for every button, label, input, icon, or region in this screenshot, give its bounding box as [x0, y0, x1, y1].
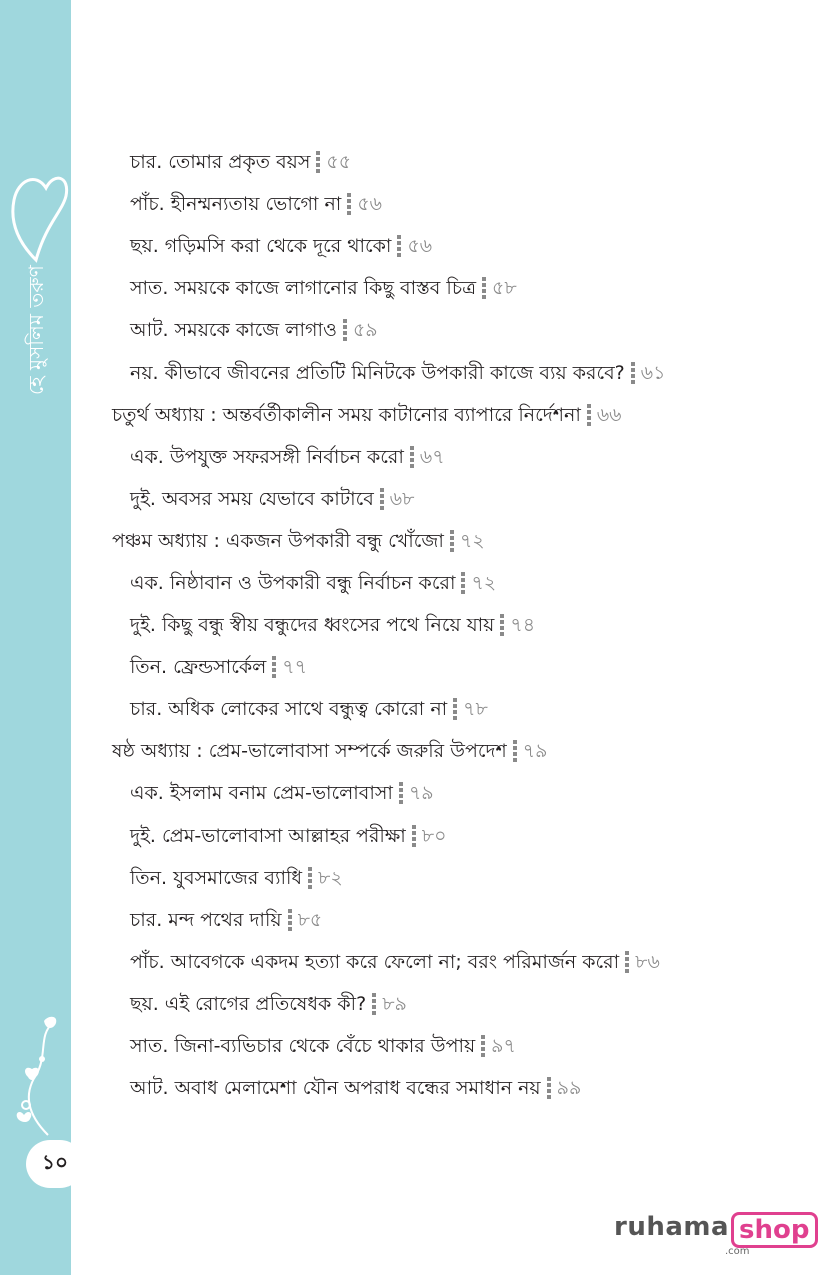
toc-entry [130, 485, 414, 513]
heart-outline-icon [6, 150, 70, 270]
dotted-separator-icon [625, 951, 629, 973]
toc-entry [130, 653, 307, 681]
toc-entry [130, 569, 496, 597]
toc-entry-page: ৭৯ [522, 740, 548, 762]
toc-entry [130, 822, 446, 850]
toc-entry-page: ৫৮ [492, 277, 517, 299]
toc-entry-title: আট. অবাধ মেলামেশা যৌন অপরাধ বন্ধের সমাধান নয় [130, 1077, 541, 1099]
floral-vine-icon [8, 1015, 68, 1140]
dotted-separator-icon [482, 277, 486, 299]
toc-entry-title: ষষ্ঠ অধ্যায় : প্রেম-ভালোবাসা সম্পর্কে জরুরি উপদেশ [112, 740, 507, 762]
toc-entry-title: আট. সময়কে কাজে লাগাও [130, 319, 337, 341]
toc-entry-page: ৬৬ [596, 404, 622, 426]
toc-entry-title: সাত. জিনা-ব্যভিচার থেকে বেঁচে থাকার উপায় [130, 1035, 476, 1057]
toc-entry-title: ছয়. এই রোগের প্রতিষেধক কী? [130, 993, 367, 1015]
toc-entry-page: ৭৯ [408, 782, 434, 804]
dotted-separator-icon [513, 740, 517, 762]
toc-entry [130, 779, 434, 807]
toc-entry-title: তিন. যুবসমাজের ব্যাধি [130, 867, 303, 889]
toc-entry [130, 1074, 581, 1102]
toc-entry-title: দুই. প্রেম-ভালোবাসা আল্লাহর পরীক্ষা [130, 825, 406, 847]
dotted-separator-icon [453, 698, 457, 720]
dotted-separator-icon [397, 235, 401, 257]
dotted-separator-icon [500, 614, 504, 636]
toc-entry-page: ৫৯ [352, 319, 378, 341]
toc-entry [130, 148, 351, 176]
dotted-separator-icon [587, 404, 591, 426]
dotted-separator-icon [308, 867, 312, 889]
toc-entry-page: ৮৬ [635, 951, 660, 973]
toc-entry-page: ৭৭ [282, 656, 308, 678]
toc-entry-title: চার. মন্দ পথের দায়ি [130, 909, 282, 931]
toc-entry-page: ৫৫ [326, 151, 352, 173]
toc-entry-page: ৫৬ [357, 193, 383, 215]
toc-entry-page: ৬৮ [389, 488, 415, 510]
toc-entry [130, 906, 322, 934]
dotted-separator-icon [272, 656, 276, 678]
dotted-separator-icon [547, 1077, 551, 1099]
sidebar-band [0, 0, 71, 1275]
toc-entry [130, 274, 517, 302]
ruhamashop-logo [614, 1212, 818, 1257]
book-title: হে মুসলিম তরুণ [24, 265, 48, 395]
toc-entry-title: সাত. সময়কে কাজে লাগানোর কিছু বাস্তব চিত্র [130, 277, 477, 299]
toc-entry-title: নয়. কীভাবে জীবনের প্রতিটি মিনিটকে উপকারী কাজে ব্যয় করবে? [130, 362, 625, 384]
toc-entry-page: ৮০ [421, 825, 447, 847]
logo-box-text: shop [731, 1212, 817, 1248]
dotted-separator-icon [343, 319, 347, 341]
dotted-separator-icon [399, 782, 403, 804]
dotted-separator-icon [380, 488, 384, 510]
toc-entry-title: এক. নিষ্ঠাবান ও উপকারী বন্ধু নির্বাচন করো [130, 572, 456, 594]
toc-entry [112, 401, 622, 429]
toc-entry-title: চতুর্থ অধ্যায় : অন্তর্বর্তীকালীন সময় কাটানোর ব্যাপারে নির্দেশনা [112, 404, 581, 426]
toc-entry-title: এক. উপযুক্ত সফরসঙ্গী নির্বাচন করো [130, 446, 404, 468]
dotted-separator-icon [461, 572, 465, 594]
toc-entry [130, 611, 535, 639]
toc-entry-page: ৭২ [471, 572, 497, 594]
toc-entry-title: ছয়. গড়িমসি করা থেকে দূরে থাকো [130, 235, 392, 257]
toc-entry-page: ৬৭ [419, 446, 445, 468]
toc-entry-page: ৮৫ [297, 909, 323, 931]
toc-entry [130, 864, 343, 892]
toc-entry-title: এক. ইসলাম বনাম প্রেম-ভালোবাসা [130, 782, 393, 804]
toc-entry [130, 990, 407, 1018]
dotted-separator-icon [450, 530, 454, 552]
toc-entry-page: ৭৪ [510, 614, 536, 636]
toc-entry-title: পঞ্চম অধ্যায় : একজন উপকারী বন্ধু খোঁজো [112, 530, 444, 552]
toc-entry-page: ৯৭ [491, 1035, 516, 1057]
toc-entry-page: ৭৮ [463, 698, 488, 720]
toc-entry-page: ৮৯ [382, 993, 407, 1015]
toc-entry-title: পাঁচ. হীনম্মন্যতায় ভোগো না [130, 193, 342, 215]
toc-entry-title: চার. অধিক লোকের সাথে বন্ধুত্ব কোরো না [130, 698, 448, 720]
toc-entry [130, 190, 382, 218]
toc-entry-title: দুই. অবসর সময় যেভাবে কাটাবে [130, 488, 374, 510]
dotted-separator-icon [316, 151, 320, 173]
toc-entry [130, 443, 445, 471]
toc-entry-title: দুই. কিছু বন্ধু স্বীয় বন্ধুদের ধ্বংসের পথে নিয়ে যায় [130, 614, 495, 636]
toc-entry-page: ৫৬ [407, 235, 433, 257]
dotted-separator-icon [410, 446, 414, 468]
toc-entry-page: ৬১ [640, 362, 666, 384]
toc-entry [130, 948, 660, 976]
toc-entry [130, 359, 665, 387]
dotted-separator-icon [288, 909, 292, 931]
toc-entry-title: চার. তোমার প্রকৃত বয়স [130, 151, 311, 173]
toc-entry-page: ৭২ [459, 530, 485, 552]
dotted-separator-icon [631, 362, 635, 384]
toc-entry [112, 737, 547, 765]
toc-entry [130, 316, 378, 344]
dotted-separator-icon [481, 1035, 485, 1057]
toc-entry [112, 527, 485, 555]
toc-entry [130, 1032, 516, 1060]
toc-entry [130, 695, 488, 723]
page-number: ১০ [26, 1140, 84, 1188]
toc-entry-page: ৮২ [318, 867, 343, 889]
dotted-separator-icon [412, 825, 416, 847]
dotted-separator-icon [347, 193, 351, 215]
logo-main-text: ruhama [614, 1212, 730, 1242]
dotted-separator-icon [372, 993, 376, 1015]
toc-entry-title: তিন. ফ্রেন্ডসার্কেল [130, 656, 267, 678]
toc-entry-page: ৯৯ [556, 1077, 582, 1099]
logo-sub-text: .com [725, 1246, 750, 1257]
toc-entry-title: পাঁচ. আবেগকে একদম হত্যা করে ফেলো না; বরং পরিমার্জন করো [130, 951, 620, 973]
toc-entry [130, 232, 432, 260]
